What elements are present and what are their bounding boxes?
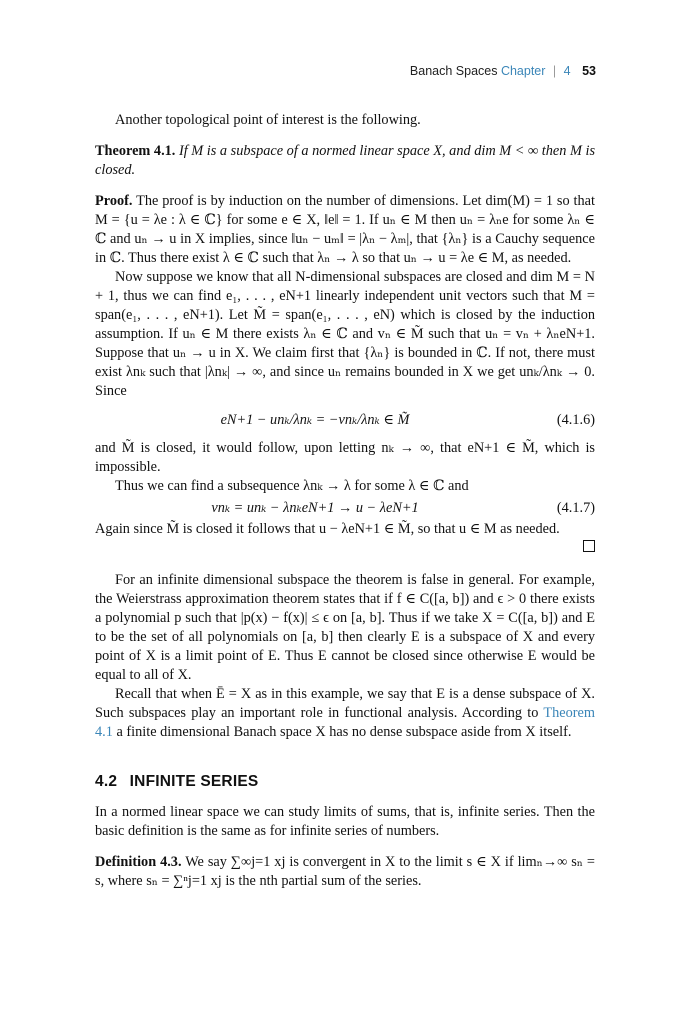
section-intro: In a normed linear space we can study limits of sums, that is, infinite series. Then the basic definition is the same as for infinite series of numbers. xyxy=(95,804,595,839)
intro-paragraph: Another topological point of interest is the following. xyxy=(115,112,421,128)
section-heading xyxy=(95,772,595,791)
proof-paragraph-2: Now suppose we know that all N-dimensional subspaces are closed and dim M = N + 1, thus we can find e₁, . . . , eN+1 linearly independent unit vectors such that M = span(e₁, . . . , eN+1). Let M̃ = span(e₁, . . . , eN) which is closed by the induction assumption. If uₙ ∈ M there exists λₙ ∈ ℂ and vₙ ∈ M̃ such that uₙ = vₙ + λₙeN+1. Suppose that uₙ → u in X. We claim first that {λₙ} is bounded in ℂ. If not, there must exist λnₖ such that |λnₖ| → ∞, and since uₙ remains bounded in X we get unₖ/λnₖ → 0. Since xyxy=(95,269,595,399)
equation-body: eN+1 − unₖ/λnₖ = −vnₖ/λnₖ ∈ M̃ xyxy=(220,412,410,428)
equation-number: (4.1.6) xyxy=(556,412,595,428)
definition-label: Definition 4.3. xyxy=(95,854,182,870)
qed-symbol xyxy=(95,539,595,559)
equation-body: vnₖ = unₖ − λnₖeN+1 → u − λeN+1 xyxy=(211,500,419,516)
chapter-number: 4 xyxy=(563,64,571,78)
discussion-text-b: a finite dimensional Banach space X has no dense subspace aside from X itself. xyxy=(116,724,572,740)
page-number: 53 xyxy=(582,64,596,78)
section-title: INFINITE SERIES xyxy=(129,773,259,790)
proof-label: Proof. xyxy=(95,193,133,209)
proof-paragraph-1 xyxy=(95,192,595,268)
theorem-4-1-link[interactable]: Theorem 4.1 xyxy=(95,705,595,740)
theorem-statement: If M is a subspace of a normed linear space X, and dim M < ∞ then M is closed. xyxy=(95,143,596,178)
theorem xyxy=(95,142,595,180)
running-header xyxy=(410,64,596,78)
definition xyxy=(95,853,595,891)
running-title: Banach Spaces xyxy=(409,64,498,78)
discussion-paragraph-2 xyxy=(95,685,595,742)
equation-4-1-7 xyxy=(95,496,595,520)
proof-paragraph-5: Again since M̃ is closed it follows that u − λeN+1 ∈ M̃, so that u ∈ M as needed. xyxy=(95,521,560,537)
equation-4-1-6 xyxy=(95,401,595,439)
chapter-label: Chapter xyxy=(500,64,546,78)
page-body xyxy=(95,111,595,891)
discussion-paragraph-1: For an infinite dimensional subspace the theorem is false in general. For example, the Weierstrass approximation theorem states that if f ∈ C([a, b]) and ϵ > 0 there exists a polynomial p such that |p(x) − f(x)| ≤ ϵ on [a, b]. Thus if we take X = C([a, b]) and E to be the set of all polynomials on [a, b] then clearly E is a subspace of X and every point of X is a limit point of E. Thus E cannot be closed since otherwise E would be equal to all of X. xyxy=(95,572,595,683)
section-number: 4.2 xyxy=(95,773,118,790)
equation-number: (4.1.7) xyxy=(556,500,595,516)
header-separator: | xyxy=(552,64,557,78)
proof-paragraph-4: Thus we can find a subsequence λnₖ → λ for some λ ∈ ℂ and xyxy=(115,478,469,494)
theorem-label: Theorem 4.1. xyxy=(95,143,176,159)
discussion-text-a: Recall that when Ē = X as in this example, we say that E is a dense subspace of X. Such subspaces play an important role in functional analysis. According to xyxy=(95,686,595,721)
proof-text-1: The proof is by induction on the number of dimensions. Let dim(M) = 1 so that M = {u = λe : λ ∈ ℂ} for some e ∈ X, ‖e‖ = 1. If uₙ ∈ M then uₙ = λₙe for some λₙ ∈ ℂ and uₙ → u in X implies, since ‖uₙ − uₘ‖ = |λₙ − λₘ|, that {λₙ} is a Cauchy sequence in ℂ. Thus there exist λ ∈ ℂ such that λₙ → λ so that uₙ → u = λe ∈ M, as needed. xyxy=(95,193,595,266)
definition-text: We say ∑∞j=1 xj is convergent in X to the limit s ∈ X if limₙ→∞ sₙ = s, where sₙ = ∑ⁿj=1 xj is the nth partial sum of the series. xyxy=(95,854,595,889)
proof-paragraph-3: and M̃ is closed, it would follow, upon letting nₖ → ∞, that eN+1 ∈ M̃, which is impossible. xyxy=(95,440,595,475)
